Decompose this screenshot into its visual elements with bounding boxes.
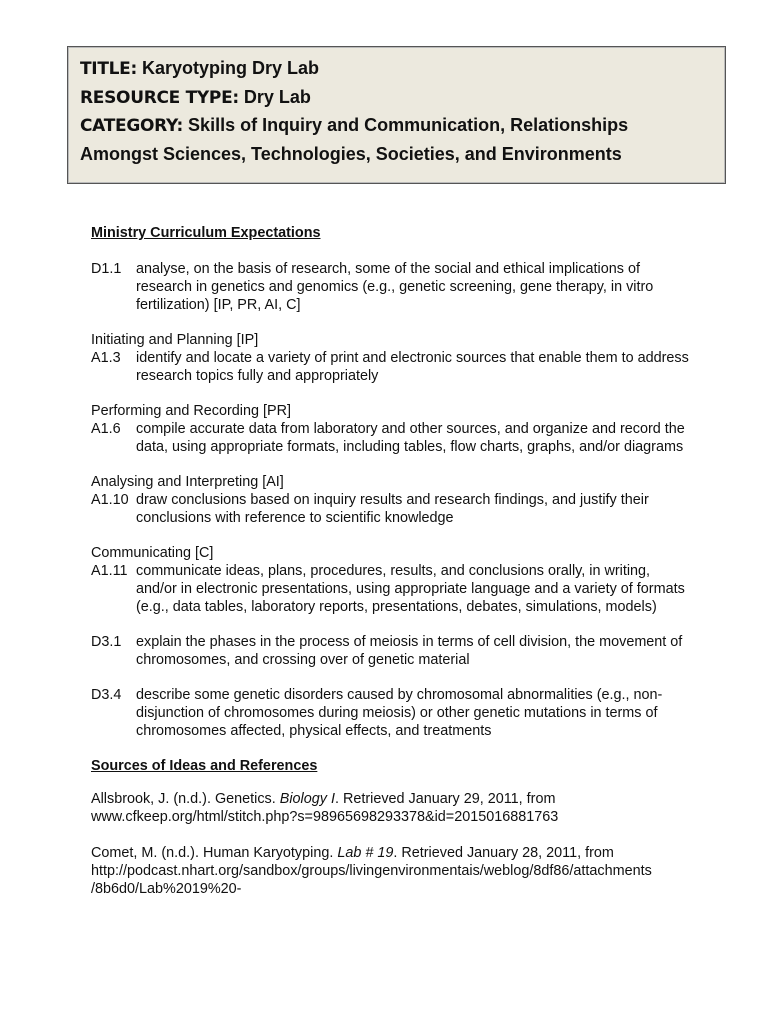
category-value-line1: Skills of Inquiry and Communication, Relationships [188, 115, 629, 135]
expectation-code: A1.11 [91, 563, 128, 579]
expectation-text: analyse, on the basis of research, some of the social and ethical implications of research in genetics and genomics (e.g., genetic screening, gene therapy, in vitro fertilization) [IP, PR, AI, C] [136, 261, 654, 313]
expectation-d3-4 [91, 686, 691, 740]
expectation-text: describe some genetic disorders caused by chromosomal abnormalities (e.g., non-disjunction of chromosomes during meiosis) or other genetic mutations in terms of chromosomes affected, physical effects, and treatments [136, 687, 663, 739]
title-line [80, 55, 713, 84]
expectation-a1-6 [91, 420, 691, 456]
title-label: TITLE: [80, 59, 137, 79]
reference-italic: Lab # 19 [337, 845, 394, 861]
expectation-code: D3.1 [91, 634, 122, 650]
reference-italic: Biology I [279, 791, 335, 807]
reference-allsbrook [91, 790, 691, 826]
title-box [67, 46, 726, 184]
expectation-d1-1 [91, 260, 691, 314]
reference-pre: Allsbrook, J. (n.d.). Genetics. [91, 791, 280, 807]
expectation-a1-11 [91, 562, 691, 616]
resource-type-line [80, 84, 713, 113]
title-value: Karyotyping Dry Lab [141, 58, 320, 78]
reference-citation [91, 790, 691, 808]
reference-url[interactable]: www.cfkeep.org/html/stitch.php?s=98965698293378&id=2015016881763 [91, 809, 559, 825]
reference-comet [91, 844, 691, 898]
group-label-c: Communicating [C] [91, 545, 214, 561]
expectation-code: A1.3 [91, 350, 121, 366]
expectation-text: draw conclusions based on inquiry results and research findings, and justify their conclusions with reference to scientific knowledge [136, 492, 649, 526]
reference-post: . Retrieved January 28, 2011, from [393, 845, 614, 861]
expectation-code: D1.1 [91, 261, 122, 277]
reference-post: . Retrieved January 29, 2011, from [334, 791, 556, 807]
reference-citation [91, 844, 691, 862]
category-line [80, 112, 713, 141]
expectation-code: A1.6 [91, 421, 121, 437]
expectation-text: identify and locate a variety of print and electronic sources that enable them to address research topics fully and appropriately [136, 350, 689, 384]
category-value-line2: Amongst Sciences, Technologies, Societies, and Environments [80, 143, 622, 164]
reference-pre: Comet, M. (n.d.). Human Karyotyping. [91, 845, 338, 861]
expectation-text: explain the phases in the process of meiosis in terms of cell division, the movement of chromosomes, and crossing over of genetic material [136, 634, 683, 668]
expectation-code: A1.10 [91, 492, 129, 508]
resource-type-label: RESOURCE TYPE: [80, 87, 239, 108]
reference-url-continued[interactable]: /8b6d0/Lab%2019%20- [91, 881, 242, 897]
category-label: CATEGORY: [80, 116, 184, 136]
group-label-ai: Analysing and Interpreting [AI] [91, 474, 284, 490]
resource-type-value: Dry Lab [243, 86, 311, 107]
expectation-a1-3 [91, 349, 691, 385]
expectation-text: communicate ideas, plans, procedures, results, and conclusions orally, in writing, and/or in electronic presentations, using appropriate language and a variety of formats (e.g., data tables, laboratory reports, presentations, debates, simulations, models) [136, 563, 685, 615]
group-label-pr: Performing and Recording [PR] [91, 403, 291, 419]
expectation-d3-1 [91, 633, 691, 669]
curriculum-heading: Ministry Curriculum Expectations [91, 225, 321, 241]
document-body [91, 224, 691, 898]
expectation-text: compile accurate data from laboratory and other sources, and organize and record the data, using appropriate formats, including tables, flow charts, graphs, and/or diagrams [136, 421, 685, 455]
expectation-code: D3.4 [91, 687, 122, 703]
reference-url[interactable]: http://podcast.nhart.org/sandbox/groups/livingenvironmentais/weblog/8df86/attachments [91, 863, 652, 879]
sources-heading: Sources of Ideas and References [91, 758, 318, 774]
group-label-ip: Initiating and Planning [IP] [91, 332, 259, 348]
expectation-a1-10 [91, 491, 691, 527]
